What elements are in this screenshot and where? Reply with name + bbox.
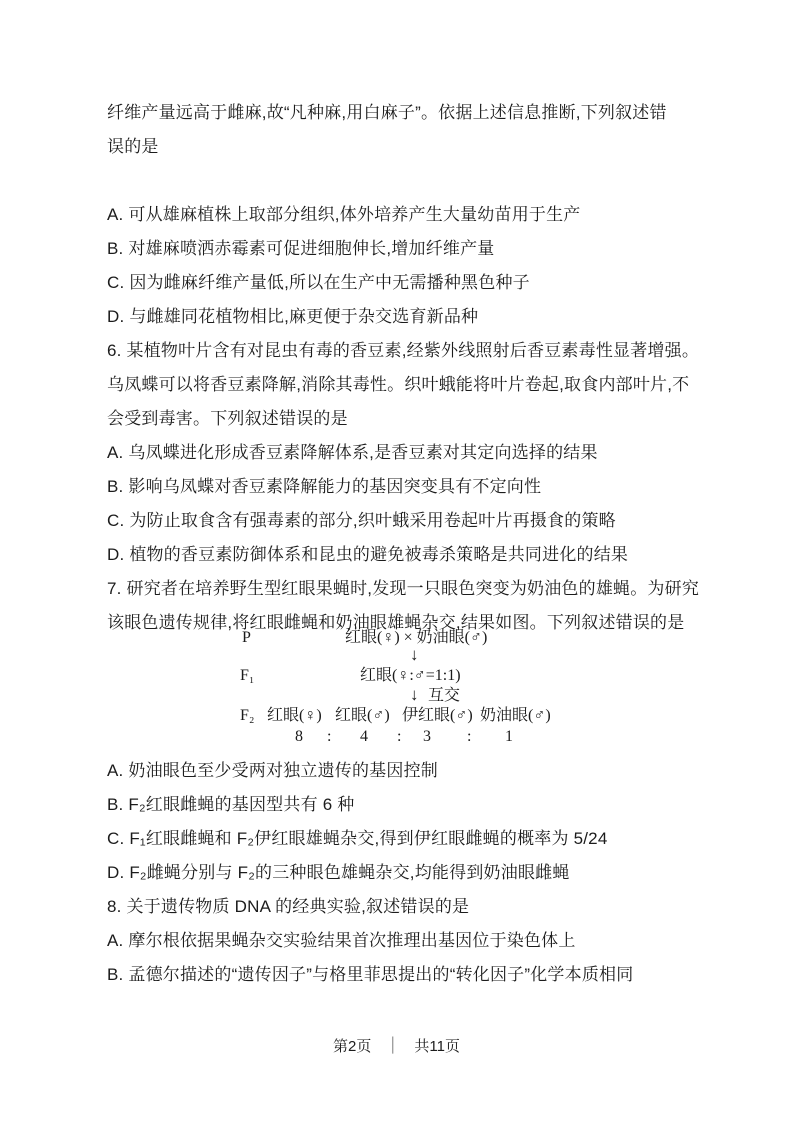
f2-ratio-colon: : <box>467 728 472 745</box>
page-footer <box>0 1030 793 1064</box>
option-line-b: B. F₂红眼雌蝇的基因型共有 6 种 <box>107 795 355 814</box>
question-stem-line: 8. 关于遗传物质 DNA 的经典实验,叙述错误的是 <box>107 897 470 916</box>
question-stem-line: 7. 研究者在培养野生型红眼果蝇时,发现一只眼色突变为奶油色的雄蝇。为研究 <box>107 579 700 598</box>
question-stem-line: 会受到毒害。下列叙述错误的是 <box>107 409 348 428</box>
down-arrow-icon: ↓ <box>410 685 419 704</box>
f2-ratio-value: 1 <box>505 728 513 745</box>
f2-ratio-value: 4 <box>360 728 368 745</box>
footer-total-pages: 共11页 <box>414 1038 460 1055</box>
option-line-a: A. 乌凤蝶进化形成香豆素降解体系,是香豆素对其定向选择的结果 <box>107 443 598 462</box>
question-stem-line: 乌凤蝶可以将香豆素降解,消除其毒性。织叶蛾能将叶片卷起,取食内部叶片,不 <box>107 375 690 394</box>
option-line-a: A. 可从雄麻植株上取部分组织,体外培养产生大量幼苗用于生产 <box>107 205 581 224</box>
f2-generation-label: F₂ <box>240 707 255 724</box>
down-arrow-icon: ↓ <box>410 645 419 664</box>
f1-generation-label: F₁ <box>240 667 255 684</box>
page-content <box>107 96 700 992</box>
f2-phenotype: 红眼(♀) <box>267 707 322 724</box>
f2-phenotype: 红眼(♂) <box>335 707 390 724</box>
f2-phenotype: 伊红眼(♂) <box>402 707 473 724</box>
question-stem-line: 6. 某植物叶片含有对昆虫有毒的香豆素,经紫外线照射后香豆素毒性显著增强。 <box>107 341 700 360</box>
p-generation-label: P <box>242 629 251 646</box>
question-block-7 <box>107 572 700 890</box>
footer-current-page: 第2页 <box>333 1038 372 1055</box>
f2-ratio-value: 3 <box>423 728 431 745</box>
question-block-6 <box>107 334 700 572</box>
f1-result-text: 红眼(♀:♂=1:1) <box>360 667 461 684</box>
option-line-d: D. F₂雌蝇分别与 F₂的三种眼色雄蝇杂交,均能得到奶油眼雌蝇 <box>107 863 570 882</box>
paragraph-gap <box>107 164 673 198</box>
question-stem-line: 纤维产量远高于雌麻,故“凡种麻,用白麻子”。依据上述信息推断,下列叙述错 <box>107 103 667 122</box>
option-line-b: B. 对雄麻喷洒赤霉素可促进细胞伸长,增加纤维产量 <box>107 239 495 258</box>
option-line-c: C. 为防止取食含有强毒素的部分,织叶蛾采用卷起叶片再摄食的策略 <box>107 511 616 530</box>
option-line-a: A. 摩尔根依据果蝇杂交实验结果首次推理出基因位于染色体上 <box>107 931 576 950</box>
option-line-c: C. 因为雌麻纤维产量低,所以在生产中无需播种黑色种子 <box>107 273 530 292</box>
option-line-a: A. 奶油眼色至少受两对独立遗传的基因控制 <box>107 761 438 780</box>
p-cross-text: 红眼(♀) × 奶油眼(♂) <box>345 629 488 646</box>
question-stem-line: 误的是 <box>107 137 159 156</box>
option-line-c: C. F₁红眼雌蝇和 F₂伊红眼雄蝇杂交,得到伊红眼雌蝇的概率为 5/24 <box>107 829 608 848</box>
question-block-5 <box>107 96 673 334</box>
cross-diagram <box>107 628 673 746</box>
f2-ratio-colon: : <box>397 728 402 745</box>
question-stem-line: 该眼色遗传规律,将红眼雌蝇和奶油眼雄蝇杂交,结果如图。下列叙述错误的是 <box>107 613 685 632</box>
footer-separator: ｜ <box>385 1036 401 1057</box>
option-line-d: D. 与雌雄同花植物相比,麻更便于杂交选育新品种 <box>107 307 479 326</box>
question-block-8 <box>107 890 673 992</box>
intercross-label: 互交 <box>428 687 461 704</box>
option-line-b: B. 孟德尔描述的“遗传因子”与格里菲思提出的“转化因子”化学本质相同 <box>107 965 634 984</box>
option-line-d: D. 植物的香豆素防御体系和昆虫的避免被毒杀策略是共同进化的结果 <box>107 545 629 564</box>
f2-ratio-colon: : <box>327 728 332 745</box>
option-line-b: B. 影响乌凤蝶对香豆素降解能力的基因突变具有不定向性 <box>107 477 542 496</box>
f2-phenotype: 奶油眼(♂) <box>480 707 551 724</box>
f2-ratio-value: 8 <box>295 728 303 745</box>
